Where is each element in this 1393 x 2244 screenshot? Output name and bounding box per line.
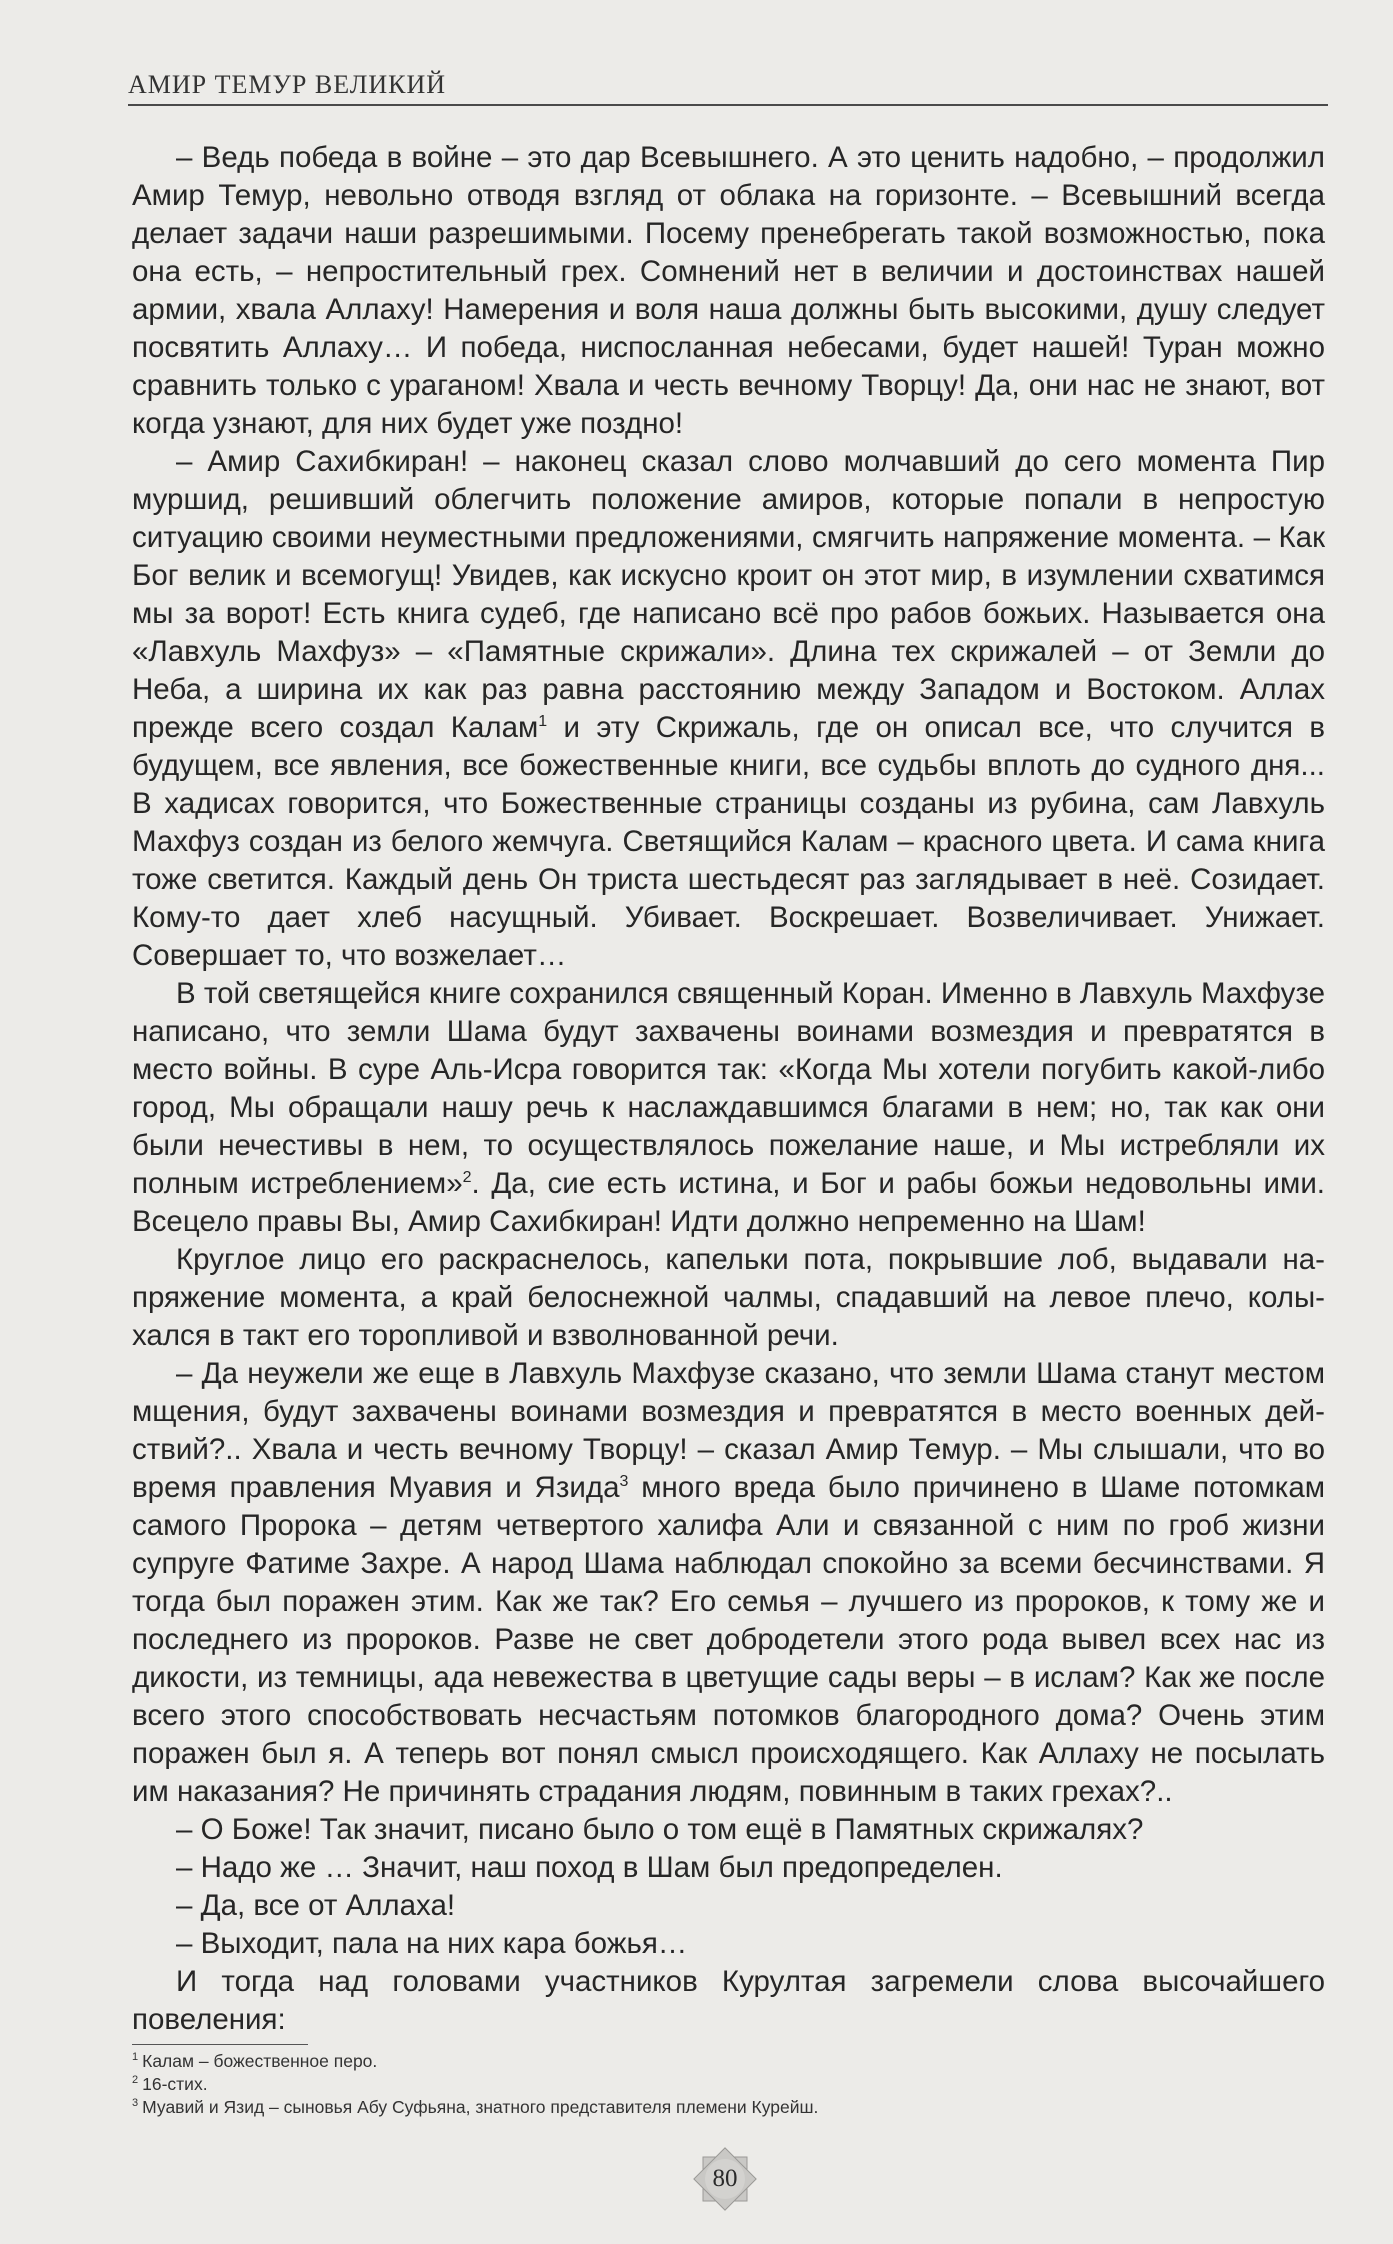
footnote-ref-1[interactable]: 1 — [538, 713, 548, 731]
footnote-divider — [132, 2044, 308, 2045]
page-number: 80 — [712, 2165, 738, 2192]
header-title: АМИР ТЕМУР ВЕЛИКИЙ — [128, 70, 447, 99]
footnote-1: $^1$ Калам – божественное перо. — [132, 2051, 378, 2071]
paragraph: Круглое лицо его раскраснелось, капельки пота, покрывшие лоб, выдавали напряжение момента, а край белоснежной чалмы, спадавший на левое плечо, колыхался в такт его торопливой и взволнованной речи. — [132, 1243, 1325, 1352]
running-header — [128, 70, 1328, 106]
paragraph: – Надо же … Значит, наш поход в Шам был предопределен. — [176, 1851, 1003, 1884]
paragraph: – Да неужели же еще в Лавхуль Махфузе сказано, что земли Шама станут местом мщения, будут захвачены воинами возмездия и превратятся в место военных действий?.. Хвала и честь вечному Творцу! – сказал Амир Темур. – Мы слышали, что во время правления Муавия и Язида$^3$ много вреда было причинено в Шаме потомкам самого Пророка – детям четвертого халифа Али и связанной с ним по гроб жизни супруге Фатиме Захре. А народ Шама наблюдал спокойно за всеми бесчинствами. Я тогда был поражен этим. Как же так? Его семья – лучшего из пророков, к тому же и последнего из пророков. Разве не свет добродетели этого рода вывел всех нас из дикости, из темницы, ада невежества в цветущие сады веры – в ислам? Как же после всего этого способствовать несчастьям потомков благородного дома? Очень этим поражен был я. А теперь вот понял смысл происходящего. Как Аллаху не посылать им наказания? Не причинять страдания людям, повинным в таких грехах?.. — [132, 1357, 1326, 1808]
footnote-ref-2[interactable]: 2 — [462, 1169, 472, 1187]
footnote-3: $^3$ Муавий и Язид – сыновья Абу Суфьяна, знатного представителя племени Курейш. — [132, 2097, 819, 2117]
paragraph: В той светящейся книге сохранился священный Коран. Именно в Лавхуль Махфузе написано, что земли Шама будут захвачены воинами возмездия и превратятся в место войны. В суре Аль-Исра говорится так: «Когда Мы хотели погубить какой-либо город, Мы обращали нашу речь к наслаждавшимся благами в нем; но, так как они были нечестивы в нем, то осуществлялось пожелание наше, и Мы истребляли их полным истреблением»$^2$. Да, сие есть истина, и Бог и рабы божьи недовольны ими. Всецело правы Вы, Амир Сахибкиран! Идти должно непременно на Шам! — [132, 977, 1325, 1238]
body-text — [132, 139, 1325, 2039]
paragraph: И тогда над головами участников Курултая загремели слова высочайшего повеления: — [132, 1965, 1325, 2036]
paragraph: – Амир Сахибкиран! – наконец сказал слово молчавший до сего момента Пир муршид, решивший облегчить положение амиров, которые попали в непростую ситуацию своими неуместными предложениями, смягчить напряжение момента. – Как Бог велик и всемогущ! Увидев, как искусно кроит он этот мир, в изумлении схватимся мы за ворот! Есть книга судеб, где написано всё про рабов божьих. Называется она «Лавхуль Махфуз» – «Памятные скрижали». Длина тех скрижалей – от Земли до Неба, а ширина их как раз равна расстоянию между Западом и Востоком. Аллах прежде всего создал Калам$^1$ и эту Скрижаль, где он описал все, что случится в будущем, все явления, все божественные книги, все судьбы вплоть до судного дня... В хадисах говорится, что Божественные страницы созданы из рубина, сам Лавхуль Махфуз создан из белого жемчуга. Светящийся Калам – красного цвета. И сама книга тоже светится. Каждый день Он триста шестьдесят раз заглядывает в неё. Созидает. Кому-то дает хлеб насущный. Убивает. Воскрешает. Возвеличивает. Унижает. Совершает то, что возжелает… — [132, 445, 1325, 972]
footnote-2: $^2$ 16-стих. — [132, 2074, 208, 2094]
page-number-badge — [690, 2144, 760, 2214]
footnote-ref-3[interactable]: 3 — [619, 1473, 629, 1491]
paragraph: – Да, все от Аллаха! — [176, 1889, 456, 1922]
footnotes — [132, 2050, 1325, 2119]
paragraph: – Ведь победа в войне – это дар Всевышнего. А это ценить надобно, – продолжил Амир Темур, невольно отводя взгляд от облака на горизонте. – Всевышний всегда делает задачи наши разрешимыми. Посему пренебрегать такой возможностью, пока она есть, – непростительный грех. Сомнений нет в величии и достоинствах нашей армии, хвала Аллаху! Намерения и воля наша должны быть высокими, душу следует посвятить Аллаху… И победа, ниспосланная небесами, будет нашей! Туран можно сравнить только с ураганом! Хвала и честь вечному Творцу! Да, они нас не знают, вот когда узнают, для них будет уже поздно! — [132, 141, 1325, 440]
paragraph: – О Боже! Так значит, писано было о том ещё в Памятных скрижалях? — [176, 1813, 1144, 1846]
paragraph: – Выходит, пала на них кара божья… — [176, 1927, 688, 1960]
